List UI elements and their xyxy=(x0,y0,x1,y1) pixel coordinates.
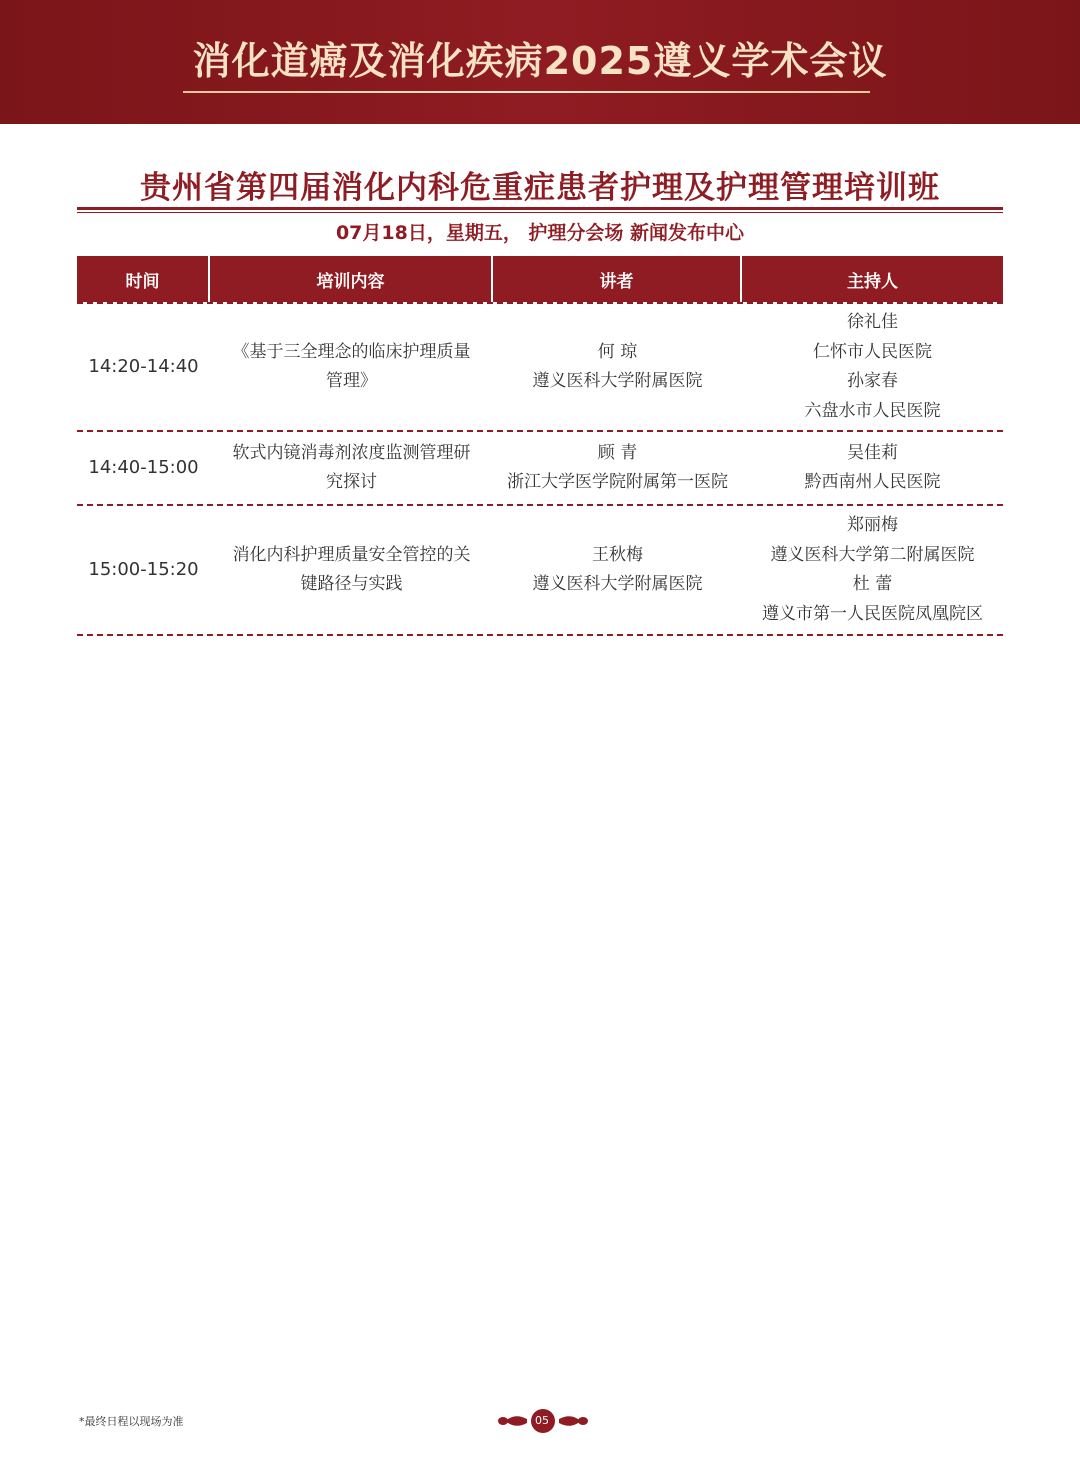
host-name: 吴佳莉 xyxy=(847,442,898,463)
title-divider-thick xyxy=(77,207,1003,210)
content-cell xyxy=(210,541,493,600)
speaker-name: 顾 青 xyxy=(597,442,638,463)
speaker-name: 何 琼 xyxy=(597,341,638,362)
speaker-cell xyxy=(493,541,742,600)
table-row xyxy=(77,304,1003,432)
header-host: 主持人 xyxy=(847,271,898,292)
header-speaker: 讲者 xyxy=(493,256,742,302)
content-line: 究探讨 xyxy=(326,472,377,492)
session-info: 07月18日，星期五， 护理分会场 新闻发布中心 xyxy=(335,222,745,244)
time-text: 15:00-15:20 xyxy=(88,559,199,581)
host-name: 孙家春 xyxy=(847,371,898,391)
title-divider-thin xyxy=(77,212,1003,213)
host-affiliation: 六盘水市人民医院 xyxy=(804,400,941,421)
schedule-table xyxy=(77,256,1003,636)
table-row xyxy=(77,506,1003,636)
speaker-name: 王秋梅 xyxy=(592,544,643,565)
banner-divider xyxy=(183,91,870,93)
header-content: 培训内容 xyxy=(210,256,493,302)
speaker-cell xyxy=(493,338,742,397)
speaker-cell xyxy=(493,439,742,498)
conference-title: 消化道癌及消化疾病2025遵义学术会议 xyxy=(192,39,888,83)
speaker-affiliation: 遵义医科大学附属医院 xyxy=(532,574,703,594)
content-line: 软式内镜消毒剂浓度监测管理研 xyxy=(232,442,471,463)
time-text: 14:40-15:00 xyxy=(88,457,199,479)
content-line: 管理》 xyxy=(326,371,377,391)
schedule-disclaimer: *最终日程以现场为准 xyxy=(79,1415,184,1428)
host-cell xyxy=(742,308,1003,426)
training-title: 贵州省第四届消化内科危重症患者护理及护理管理培训班 xyxy=(140,170,940,206)
host-affiliation: 遵义医科大学第二附属医院 xyxy=(770,544,975,565)
table-header xyxy=(77,256,1003,302)
host-cell xyxy=(742,511,1003,629)
content-cell xyxy=(210,338,493,397)
host-affiliation: 遵义市第一人民医院凤凰院区 xyxy=(762,603,983,624)
content-line: 消化内科护理质量安全管控的关 xyxy=(232,544,471,565)
time-cell xyxy=(77,352,210,382)
header-time: 时间 xyxy=(77,256,210,302)
host-name: 徐礼佳 xyxy=(847,312,898,332)
content-line: 《基于三全理念的临床护理质量 xyxy=(232,341,471,362)
time-cell xyxy=(77,555,210,585)
content-line: 键路径与实践 xyxy=(300,574,403,594)
speaker-affiliation: 遵义医科大学附属医院 xyxy=(532,371,703,391)
time-text: 14:20-14:40 xyxy=(88,356,199,378)
host-name: 郑丽梅 xyxy=(847,515,898,535)
host-cell xyxy=(742,439,1003,498)
table-row xyxy=(77,432,1003,506)
header-banner xyxy=(0,0,1080,124)
host-name: 杜 蕾 xyxy=(852,574,893,594)
host-affiliation: 黔西南州人民医院 xyxy=(804,472,941,492)
speaker-affiliation: 浙江大学医学院附属第一医院 xyxy=(507,472,728,492)
content-cell xyxy=(210,439,493,498)
host-affiliation: 仁怀市人民医院 xyxy=(813,341,932,362)
time-cell xyxy=(77,453,210,483)
page-number: 05 xyxy=(535,1414,549,1427)
